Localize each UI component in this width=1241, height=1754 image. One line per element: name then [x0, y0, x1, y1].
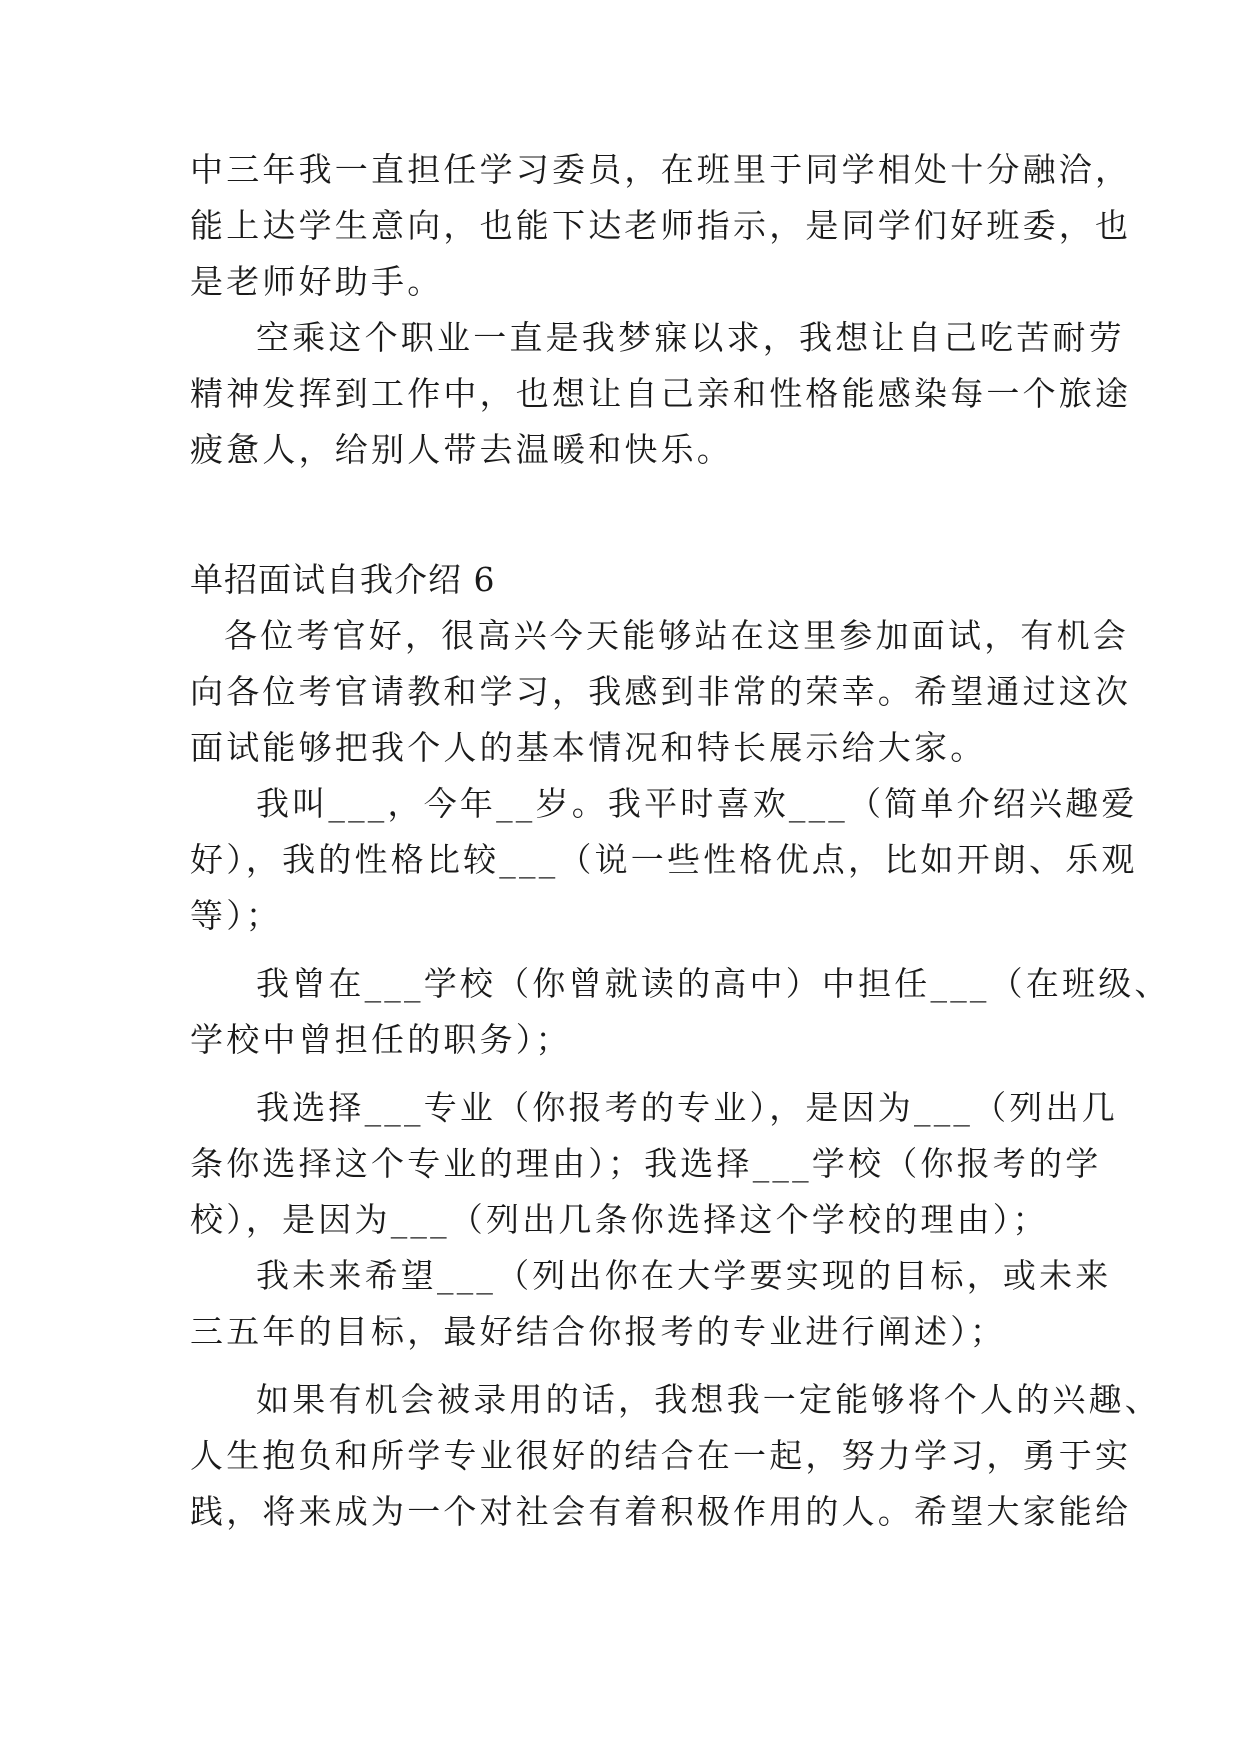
paragraph-line: 空乘这个职业一直是我梦寐以求，我想让自己吃苦耐劳: [256, 318, 1125, 357]
paragraph-line: 我选择___专业（你报考的专业），是因为___（列出几: [256, 1088, 1118, 1127]
paragraph-line: 精神发挥到工作中，也想让自己亲和性格能感染每一个旅途: [190, 374, 1132, 413]
paragraph-line: 三五年的目标，最好结合你报考的专业进行阐述）；: [190, 1312, 1007, 1351]
paragraph-line: 我曾在___学校（你曾就读的高中）中担任___（在班级、: [256, 964, 1171, 1003]
paragraph-line: 我未来希望___（列出你在大学要实现的目标，或未来: [256, 1256, 1112, 1295]
paragraph-line: 等）；: [190, 896, 283, 935]
paragraph-line: 是老师好助手。: [190, 262, 444, 301]
paragraph-line: 疲惫人，给别人带去温暖和快乐。: [190, 430, 733, 469]
paragraph-line: 面试能够把我个人的基本情况和特长展示给大家。: [190, 728, 987, 767]
paragraph-line: 中三年我一直担任学习委员，在班里于同学相处十分融洽，: [190, 150, 1132, 189]
paragraph-line: 好），我的性格比较___（说一些性格优点，比如开朗、乐观: [190, 840, 1138, 879]
paragraph-line: 各位考官好，很高兴今天能够站在这里参加面试，有机会: [224, 616, 1129, 655]
section-heading: 单招面试自我介绍 6: [190, 560, 496, 599]
paragraph-line: 学校中曾担任的职务）；: [190, 1020, 572, 1059]
paragraph-line: 人生抱负和所学专业很好的结合在一起，努力学习，勇于实: [190, 1436, 1132, 1475]
paragraph-line: 向各位考官请教和学习，我感到非常的荣幸。希望通过这次: [190, 672, 1132, 711]
paragraph-line: 能上达学生意向，也能下达老师指示，是同学们好班委，也: [190, 206, 1132, 245]
paragraph-line: 条你选择这个专业的理由）；我选择___学校（你报考的学: [190, 1144, 1102, 1183]
paragraph-line: 我叫___，今年__岁。我平时喜欢___（简单介绍兴趣爱: [256, 784, 1138, 823]
paragraph-line: 校），是因为___（列出几条你选择这个学校的理由）；: [190, 1200, 1049, 1239]
paragraph-line: 践，将来成为一个对社会有着积极作用的人。希望大家能给: [190, 1492, 1132, 1531]
paragraph-line: 如果有机会被录用的话，我想我一定能够将个人的兴趣、: [256, 1380, 1161, 1419]
